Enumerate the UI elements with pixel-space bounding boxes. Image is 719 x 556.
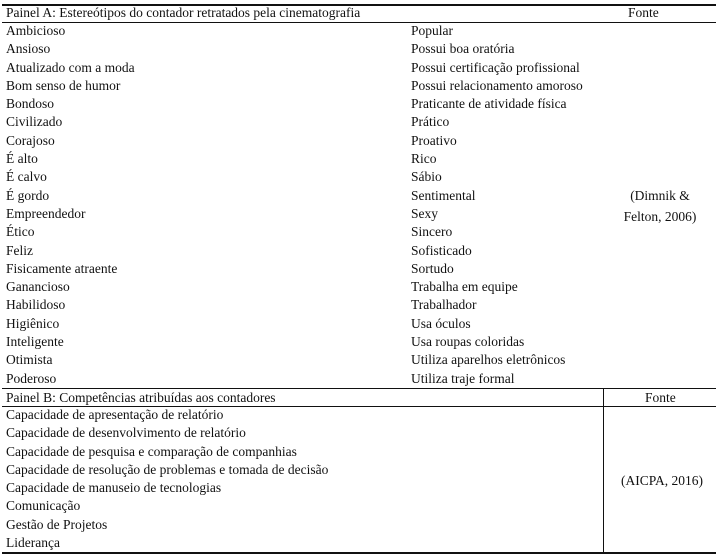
- stereotype-item: Possui boa oratória: [411, 41, 515, 57]
- stereotype-item: Habilidoso: [6, 297, 66, 313]
- stereotype-item: É gordo: [6, 187, 50, 203]
- competence-item: Capacidade de manuseio de tecnologias: [6, 480, 222, 496]
- competence-item: Comunicação: [6, 498, 81, 514]
- stereotype-item: Atualizado com a moda: [6, 59, 135, 75]
- stereotype-item: É calvo: [6, 169, 47, 185]
- panel-b-title: Painel B: Competências atribuídas aos contadores: [6, 390, 276, 405]
- stereotype-item: Trabalha em equipe: [411, 279, 518, 295]
- stereotype-item: Corajoso: [6, 132, 55, 148]
- panel-b-source: (AICPA, 2016): [620, 473, 703, 488]
- stereotype-item: Otimista: [6, 352, 53, 368]
- panel-a-source-header: Fonte: [628, 5, 659, 20]
- competence-item: Capacidade de desenvolvimento de relatório: [6, 425, 246, 441]
- panel-a-source: [605, 185, 715, 227]
- stereotype-item: Utiliza traje formal: [411, 370, 515, 386]
- stereotype-item: Sábio: [411, 169, 442, 185]
- stereotype-item: Civilizado: [6, 114, 63, 130]
- stereotype-item: Trabalhador: [411, 297, 477, 313]
- panel-a-right-column: [411, 22, 583, 388]
- stereotype-item: Proativo: [411, 132, 457, 148]
- stereotype-item: Possui relacionamento amoroso: [411, 77, 583, 93]
- stereotype-item: Rico: [411, 151, 437, 167]
- panel-a-left-column: [6, 22, 135, 388]
- stereotype-item: Fisicamente atraente: [6, 260, 118, 276]
- stereotype-item: Sentimental: [411, 187, 476, 203]
- stereotype-item: Prático: [411, 114, 450, 130]
- stereotype-item: Feliz: [6, 242, 33, 258]
- stereotype-item: Bom senso de humor: [6, 77, 121, 93]
- stereotype-item: Poderoso: [6, 370, 57, 386]
- stereotype-item: Ético: [6, 224, 35, 240]
- competence-item: Capacidade de pesquisa e comparação de companhias: [6, 443, 297, 459]
- stereotype-item: Utiliza aparelhos eletrônicos: [411, 352, 566, 368]
- stereotype-item: Sortudo: [411, 260, 454, 276]
- competence-item: Gestão de Projetos: [6, 516, 108, 532]
- stereotype-item: Popular: [411, 23, 453, 38]
- stereotype-item: Sofisticado: [411, 242, 472, 258]
- stereotype-item: Empreendedor: [6, 205, 86, 221]
- panel-a-source-line2: Felton, 2006): [623, 209, 697, 224]
- stereotype-item: Inteligente: [6, 334, 64, 350]
- stereotype-item: Bondoso: [6, 96, 55, 112]
- stereotype-item: Ansioso: [6, 41, 51, 57]
- panel-b-items: [6, 406, 328, 552]
- stereotype-item: Ambicioso: [6, 23, 66, 38]
- stereotype-item: Usa óculos: [411, 315, 471, 331]
- competence-item: Capacidade de apresentação de relatório: [6, 407, 224, 422]
- stereotype-item: Sincero: [411, 224, 453, 240]
- bottom-rule: [2, 552, 716, 554]
- stereotype-item: Usa roupas coloridas: [411, 334, 525, 350]
- stereotype-item: Sexy: [411, 205, 438, 221]
- panel-b-source-header: Fonte: [645, 390, 676, 405]
- panel-b-source-separator: [603, 388, 604, 552]
- panel-a-title: Painel A: Estereótipos do contador retratados pela cinematografia: [6, 5, 361, 20]
- stereotype-item: É alto: [6, 151, 38, 167]
- competence-item: Capacidade de resolução de problemas e tomada de decisão: [6, 461, 329, 477]
- stereotype-item: Praticante de atividade física: [411, 96, 567, 112]
- stereotype-item: Possui certificação profissional: [411, 59, 580, 75]
- stereotype-item: Ganancioso: [6, 279, 70, 295]
- panel-a-source-line1: (Dimnik &: [630, 188, 690, 203]
- competence-item: Liderança: [6, 535, 60, 551]
- stereotype-item: Higiênico: [6, 315, 60, 331]
